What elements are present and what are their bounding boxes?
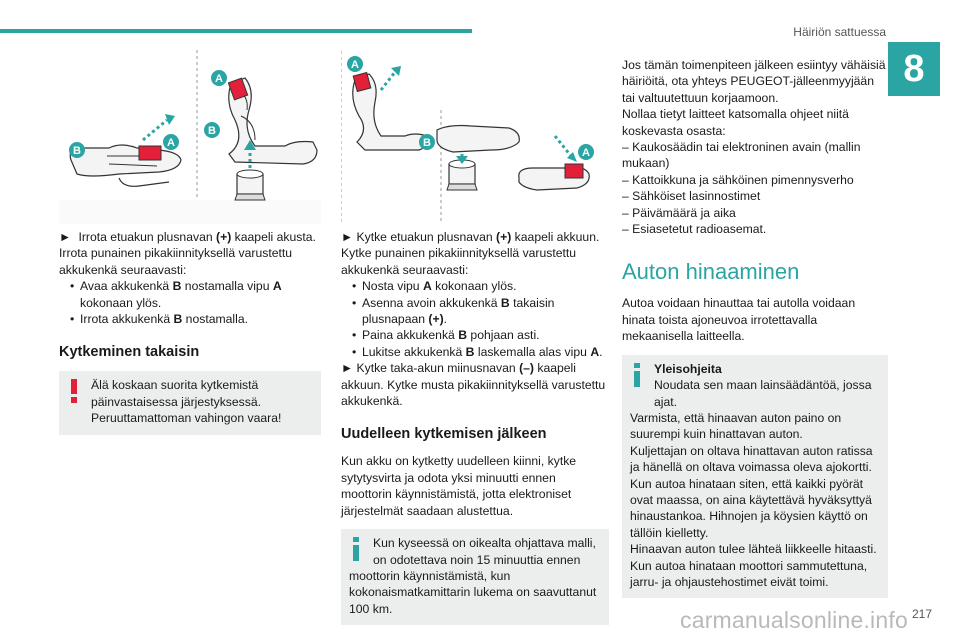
info-title: Yleisohjeita bbox=[654, 361, 722, 376]
list-item: – Sähköiset lasinnostimet bbox=[622, 189, 761, 204]
info-icon bbox=[632, 363, 642, 387]
list-item: • Irrota akkukenkä B nostamalla. bbox=[70, 312, 249, 327]
step-arrow-icon: ► bbox=[59, 230, 72, 244]
list-item: – Päivämäärä ja aika bbox=[622, 205, 736, 220]
list-item: • Paina akkukenkä B pohjaan asti. bbox=[352, 328, 540, 343]
page-number: 217 bbox=[911, 607, 932, 621]
chapter-number-badge: 8 bbox=[888, 42, 940, 96]
step-arrow-icon: ► bbox=[341, 230, 354, 244]
info-text-first: Kun kyseessä on oikealta ohjattava malli, on odotettava noin 15 minuuttia ennen bbox=[373, 536, 596, 567]
list-item: • Lukitse akkukenkä B laskemalla alas vipu A. bbox=[352, 344, 603, 359]
disconnect-bullets bbox=[59, 278, 321, 327]
page-section-title: Häiriön sattuessa bbox=[793, 25, 886, 39]
info-box-towing bbox=[622, 355, 888, 599]
after-reconnect-paragraph: Kun akku on kytketty uudelleen kiinni, kytke sytytysvirta ja odota yksi minuutti ennen moottorin käynnistämistä, jotta elektroniset järjestelmät saadaan alustettua. bbox=[341, 454, 577, 518]
header-accent-bar bbox=[0, 29, 472, 33]
dealer-paragraph: Jos tämän toimenpiteen jälkeen esiintyy vähäisiä häiriöitä, ota yhteys PEUGEOT-jälleenmyyjään tai valtuutettuun korjaamoon. bbox=[622, 58, 886, 105]
info-text-rest: moottorin käynnistämistä, kun kokonaismatkamittarin lukema on saavuttanut 100 km. bbox=[349, 568, 597, 616]
list-item: – Esiasetetut radioasemat. bbox=[622, 222, 767, 237]
label-b-middle: B bbox=[423, 137, 431, 149]
list-item: – Kaukosäädin tai elektroninen avain (mallin mukaan) bbox=[622, 140, 861, 171]
info-line: Varmista, että hinaavan auton paino on suurempi kuin hinattavan auton. bbox=[630, 410, 842, 442]
towing-paragraph: Autoa voidaan hinauttaa tai autolla voidaan hinata toista ajoneuvoa irrotettavalla mekaanisella laitteella. bbox=[622, 296, 856, 344]
connect-bullets bbox=[341, 278, 609, 360]
step-connect: ► Kytke etuakun plusnavan (+) kaapeli akkuun. Kytke punainen pikakiinnityksellä varustettu akkukenkä seuraavasti: bbox=[341, 230, 600, 277]
column-left bbox=[59, 229, 321, 435]
battery-clamp-removal-illustration bbox=[59, 50, 321, 224]
info-line: Hinaavan auton tulee lähteä liikkeelle hitaasti. bbox=[630, 542, 877, 557]
label-b-left: B bbox=[73, 145, 81, 157]
column-middle bbox=[341, 229, 609, 625]
label-a-right: A bbox=[215, 73, 223, 85]
battery-clamp-reconnection-illustration bbox=[341, 50, 609, 224]
label-a-top: A bbox=[351, 59, 359, 71]
warning-exclamation-icon bbox=[69, 379, 79, 403]
step-rear-battery: ► Kytke taka-akun miinusnavan (–) kaapeli akkuun. Kytke musta pikakiinnityksellä varustettu akkukenkä. bbox=[341, 361, 606, 409]
info-icon bbox=[351, 537, 361, 561]
info-line: Kun autoa hinataan siten, että kaikki pyörät ovat maassa, on aina käytettävä hyväksyttyä hinaustankoa. Hihnojen ja köysien käyttö on tällöin kielletty. bbox=[630, 476, 872, 540]
label-b-right: B bbox=[208, 125, 216, 137]
info-text-first: Noudata sen maan lainsäädäntöä, jossa ajat. bbox=[654, 378, 872, 409]
step-arrow-icon: ► bbox=[341, 361, 354, 376]
column-right bbox=[622, 57, 888, 598]
warning-text: Älä koskaan suorita kytkemistä päinvastaisessa järjestyksessä. Peruuttamattoman vahingon vaara! bbox=[91, 378, 282, 426]
section-heading-after-reconnect: Uudelleen kytkemisen jälkeen bbox=[341, 426, 547, 443]
reset-list bbox=[622, 139, 888, 237]
list-item: – Kattoikkuna ja sähköinen pimennysverho bbox=[622, 172, 854, 187]
label-a-right: A bbox=[582, 147, 590, 159]
list-item: • Asenna avoin akkukenkä B takaisin plusnapaan (+). bbox=[352, 295, 555, 327]
step-disconnect: ► Irrota etuakun plusnavan (+) kaapeli akusta. Irrota punainen pikakiinnityksellä varustettu akkukenkä seuraavasti: bbox=[59, 230, 316, 277]
label-a-left: A bbox=[167, 137, 175, 149]
list-item: • Nosta vipu A kokonaan ylös. bbox=[352, 279, 517, 294]
clamp-removal-drawing bbox=[59, 50, 321, 224]
warning-box bbox=[59, 371, 321, 434]
reset-intro: Nollaa tietyt laitteet katsomalla ohjeet niitä koskevasta osasta: bbox=[622, 107, 849, 138]
info-line: Kun autoa hinataan moottori sammutettuna, jarru- ja ohjaustehostimet eivät toimi. bbox=[630, 558, 868, 589]
section-heading-reconnect: Kytkeminen takaisin bbox=[59, 344, 200, 361]
section-heading-towing: Auton hinaaminen bbox=[622, 259, 800, 285]
info-box bbox=[341, 529, 609, 625]
watermark: carmanualsonline.info bbox=[680, 607, 908, 633]
list-item: • Avaa akkukenkä B nostamalla vipu A kokonaan ylös. bbox=[70, 279, 282, 310]
info-line: Kuljettajan on oltava hinattavan auton ratissa ja hänellä on oltava voimassa oleva ajokortti. bbox=[630, 443, 873, 475]
clamp-reconnection-drawing bbox=[341, 50, 609, 224]
